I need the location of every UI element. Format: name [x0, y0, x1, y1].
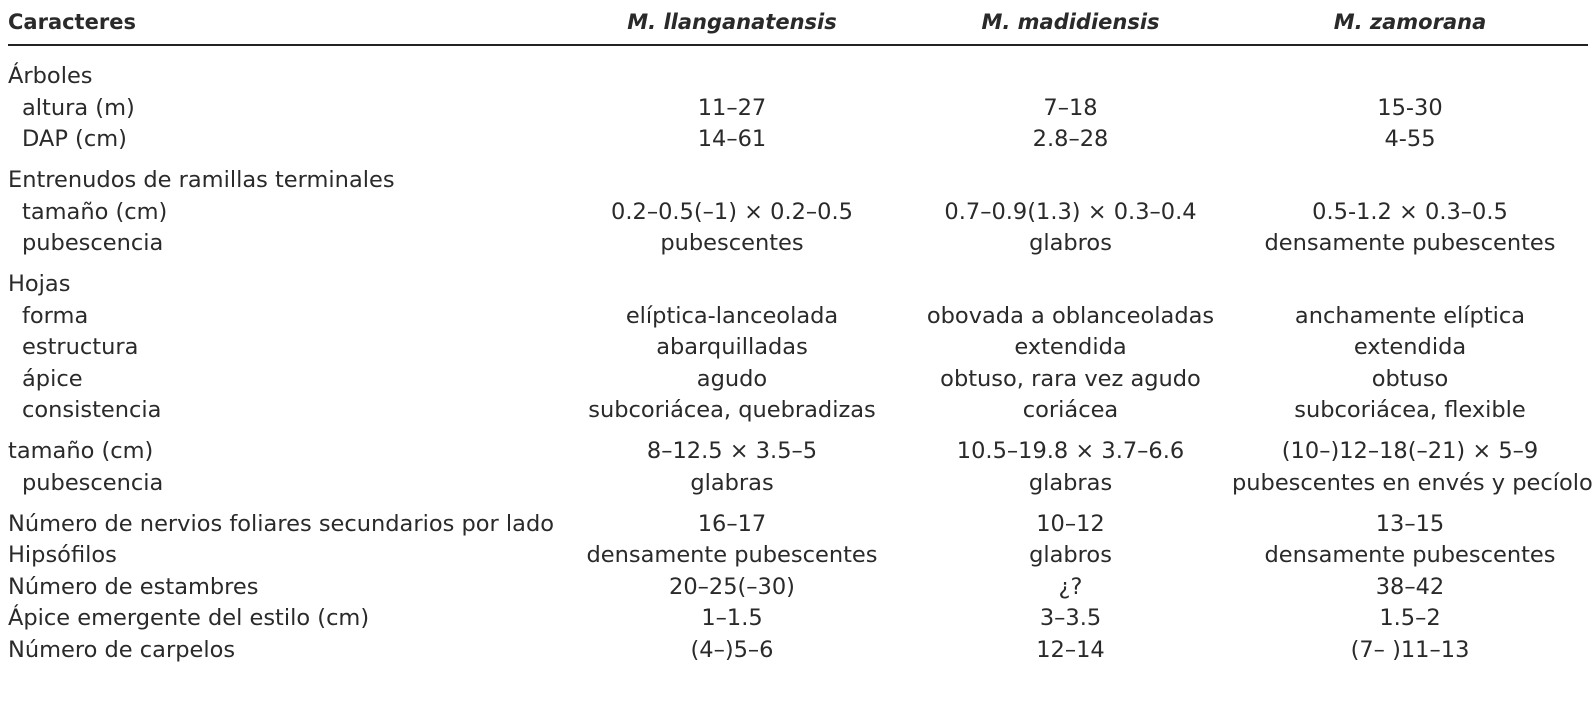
cell-value: pubescentes en envés y pecíolo: [1232, 469, 1593, 496]
table-row: [8, 468, 1588, 500]
cell-value: coriácea: [1022, 397, 1119, 423]
cell-value: 0.5-1.2 × 0.3–0.5: [1312, 198, 1508, 225]
cell-value: obtuso: [1371, 365, 1449, 392]
group-title-arboles: Árboles: [8, 63, 93, 89]
cell-value: 3–3.5: [1039, 605, 1102, 631]
row-label: Número de carpelos: [8, 636, 236, 663]
row-label: Número de estambres: [8, 573, 259, 600]
cell-value: 38–42: [1375, 573, 1445, 600]
cell-value: 0.2–0.5(–1) × 0.2–0.5: [611, 198, 853, 225]
table-row: [8, 93, 1588, 125]
table-row: [8, 540, 1588, 572]
table-row: [8, 603, 1588, 635]
group-title-entrenudos: Entrenudos de ramillas terminales: [8, 167, 395, 193]
header-species-llanganatensis: M. llanganatensis: [555, 0, 909, 45]
cell-value: obovada a oblanceoladas: [926, 302, 1215, 329]
cell-value: pubescentes: [660, 230, 804, 256]
table-row: [8, 395, 1588, 427]
cell-value: abarquilladas: [656, 334, 808, 360]
cell-value: 13–15: [1375, 510, 1445, 537]
cell-value: 16–17: [697, 510, 767, 537]
cell-value: 2.8–28: [1032, 126, 1109, 152]
row-label: forma: [22, 302, 89, 329]
cell-value: obtuso, rara vez agudo: [940, 365, 1201, 392]
row-label: Hipsófilos: [8, 542, 117, 568]
row-label: pubescencia: [22, 469, 164, 496]
row-label: ápice: [22, 365, 83, 392]
table-row: [8, 509, 1588, 541]
table-row: [8, 228, 1588, 260]
cell-value: 0.7–0.9(1.3) × 0.3–0.4: [944, 198, 1197, 225]
cell-value: (7– )11–13: [1350, 636, 1470, 663]
cell-value: 10.5–19.8 × 3.7–6.6: [956, 438, 1185, 464]
table-row: [8, 197, 1588, 229]
table-row: [8, 436, 1588, 468]
cell-value: glabros: [1029, 542, 1112, 568]
cell-value: glabras: [690, 469, 774, 496]
table-row: [8, 635, 1588, 667]
row-label: DAP (cm): [22, 126, 127, 152]
cell-value: 15-30: [1377, 94, 1443, 121]
table-header: [8, 0, 1588, 45]
table-row: [8, 332, 1588, 364]
table-row: [8, 364, 1588, 396]
cell-value: densamente pubescentes: [1264, 230, 1556, 256]
cell-value: subcoriácea, quebradizas: [588, 397, 876, 423]
row-label: tamaño (cm): [22, 198, 168, 225]
cell-value: 1.5–2: [1379, 605, 1441, 631]
table-row: [8, 124, 1588, 156]
group-title-row: [8, 269, 1588, 301]
cell-value: extendida: [1014, 334, 1127, 360]
header-species-zamorana: M. zamorana: [1232, 0, 1588, 45]
cell-value: ¿?: [1058, 573, 1083, 600]
cell-value: anchamente elíptica: [1294, 302, 1526, 329]
cell-value: 11–27: [697, 94, 767, 121]
cell-value: 1–1.5: [701, 605, 763, 631]
cell-value: 4-55: [1384, 126, 1436, 152]
group-title-hojas: Hojas: [8, 271, 71, 297]
cell-value: elíptica-lanceolada: [625, 302, 839, 329]
cell-value: glabras: [1028, 469, 1113, 496]
cell-value: densamente pubescentes: [1264, 542, 1556, 568]
group-title-row: [8, 165, 1588, 197]
cell-value: 10–12: [1036, 510, 1105, 537]
species-comparison-table: [8, 0, 1593, 666]
row-label: altura (m): [22, 94, 135, 121]
row-label: tamaño (cm): [8, 438, 154, 464]
row-label: Número de nervios foliares secundarios por lado: [8, 510, 555, 537]
cell-value: 12–14: [1036, 636, 1105, 663]
cell-value: densamente pubescentes: [586, 542, 878, 568]
cell-value: glabros: [1029, 230, 1112, 256]
cell-value: (10–)12–18(–21) × 5–9: [1281, 438, 1539, 464]
table-row: [8, 572, 1588, 604]
cell-value: subcoriácea, flexible: [1294, 397, 1526, 423]
header-characters: Caracteres: [8, 0, 555, 45]
cell-value: 8–12.5 × 3.5–5: [646, 438, 818, 464]
cell-value: 20–25(–30): [669, 573, 795, 600]
cell-value: agudo: [696, 365, 768, 392]
row-label: estructura: [22, 334, 139, 360]
row-label: Ápice emergente del estilo (cm): [8, 605, 370, 631]
row-label: pubescencia: [22, 230, 164, 256]
header-species-madidiensis: M. madidiensis: [909, 0, 1232, 45]
table-row: [8, 301, 1588, 333]
cell-value: 14–61: [697, 126, 767, 152]
row-label: consistencia: [22, 397, 162, 423]
table-body: [8, 45, 1593, 666]
cell-value: 7–18: [1043, 94, 1098, 121]
header-row: [8, 0, 1588, 45]
group-title-row: [8, 61, 1588, 93]
cell-value: (4–)5–6: [690, 636, 774, 663]
cell-value: extendida: [1353, 334, 1467, 360]
